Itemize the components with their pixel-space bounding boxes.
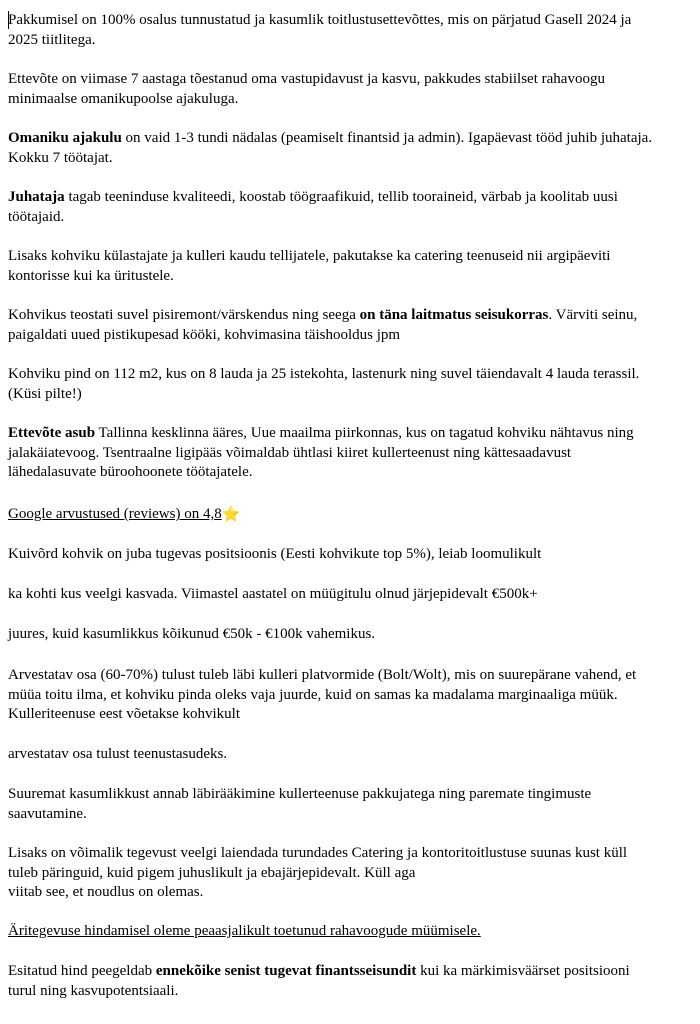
paragraph-text: Lisaks on võimalik tegevust veelgi laiendada turundades Catering ja kontoritoitlustuse suunas kust küll tuleb päringuid, kuid pigem juhuslikult ja ebajärjepidevalt. Küll aga (8, 845, 628, 881)
paragraph-expansion (8, 844, 658, 903)
paragraph-location (8, 424, 658, 483)
paragraph-text: Kohvikus teostati suvel pisiremont/värskendus ning seega (8, 307, 360, 323)
paragraph-text: Suuremat kasumlikkust annab läbirääkimine kullerteenuse pakkujatega ning paremate tingimuste saavutamine. (8, 786, 592, 822)
paragraph-text: Ettevõte on viimase 7 aastaga tõestanud oma vastupidavust ja kasvu, pakkudes stabiilset rahavoogu minimaalse omanikupoolse ajakuluga. (8, 71, 605, 107)
paragraph-text: . Värviti seinu, paigaldati uued pistikupesad kööki, kohvimasina täishooldus jpm (8, 307, 638, 343)
paragraph-text: tagab teeninduse kvaliteedi, koostab töögraafikuid, tellib tooraineid, värbab ja koolitab uusi töötajaid. (8, 189, 618, 225)
paragraph-text: viitab see, et noudlus on olemas. (8, 884, 204, 900)
paragraph-text: arvestatav osa tulust teenustasudeks. (8, 746, 228, 762)
underlined-text: Äritegevuse hindamisel oleme peaasjalikult toetunud rahavoogude müümisele. (8, 923, 481, 939)
paragraph-reviews (8, 505, 658, 525)
paragraph-negotiation (8, 785, 658, 824)
paragraph-price (8, 962, 658, 1001)
paragraph-text: on vaid 1-3 tundi nädalas (peamiselt finantsid ja admin). Igapäevast tööd juhib juhataja. Kokku 7 töötajat. (8, 130, 653, 166)
paragraph-text: Pakkumisel on 100% osalus tunnustatud ja kasumlik toitlustusettevõttes, mis on pärjatud Gasell 2024 ja 2025 tiitlitega. (8, 12, 632, 48)
paragraph-text: kui ka märkimisväärset positsiooni turul ning kasvupotentsiaali. (8, 963, 630, 999)
bold-label: Juhataja (8, 189, 65, 205)
paragraph-text: Esitatud hind peegeldab (8, 963, 156, 979)
paragraph-resilience (8, 70, 658, 109)
bold-label: on täna laitmatus seisukorras (359, 307, 549, 323)
paragraph-text: ka kohti kus veelgi kasvada. Viimastel aastatel on müügitulu olnud järjepidevalt €500k+ (8, 586, 538, 602)
paragraph-text: Kuivõrd kohvik on juba tugevas positsioonis (Eesti kohvikute top 5%), leiab loomulikult (8, 546, 542, 562)
star-icon: ⭐ (221, 507, 241, 523)
paragraph-renovation (8, 306, 658, 345)
paragraph-text: Kohviku pind on 112 m2, kus on 8 lauda ja 25 istekohta, lastenurk ning suvel täiendavalt 4 lauda terassil. (Küsi pilte!) (8, 366, 640, 402)
paragraph-manager (8, 188, 658, 227)
paragraph-profit (8, 625, 658, 645)
paragraph-text: Lisaks kohviku külastajate ja kulleri kaudu tellijatele, pakutakse ka catering teenuseid nii argipäeviti kontorisse kui ka üritustele. (8, 248, 611, 284)
paragraph-courier (8, 666, 658, 725)
paragraph-top-position (8, 545, 658, 565)
bold-label: ennekõike senist tugevat finantsseisundit (155, 963, 417, 979)
paragraph-revenue (8, 585, 658, 605)
bold-label: Ettevõte asub (8, 425, 96, 441)
reviews-link-text: Google arvustused (reviews) on 4,8 (8, 506, 222, 522)
bold-label: Omaniku ajakulu (8, 130, 122, 146)
paragraph-owner-time (8, 129, 658, 168)
paragraph-offer (8, 11, 658, 50)
paragraph-fees (8, 745, 658, 765)
paragraph-area (8, 365, 658, 404)
paragraph-valuation (8, 922, 658, 942)
paragraph-text: juures, kuid kasumlikkus kõikunud €50k - €100k vahemikus. (8, 626, 376, 642)
paragraph-text: Tallinna kesklinna ääres, Uue maailma piirkonnas, kus on tagatud kohviku nähtavus ning jalakäiatevoog. Tsentraalne ligipääs võimaldab ühtlasi kiiret kullerteenust ning kättesaadavust lähedalasuvate büroohoonete töötajatele. (8, 425, 634, 480)
paragraph-catering (8, 247, 658, 286)
paragraph-text: Arvestatav osa (60-70%) tulust tuleb läbi kulleri platvormide (Bolt/Wolt), mis on suurepärane vahend, et müüa toitu ilma, et kohviku pinda oleks vaja juurde, kuid on samas ka madalama marginaaliga müük. Kulleriteenuse eest võetakse kohvikult (8, 667, 637, 722)
